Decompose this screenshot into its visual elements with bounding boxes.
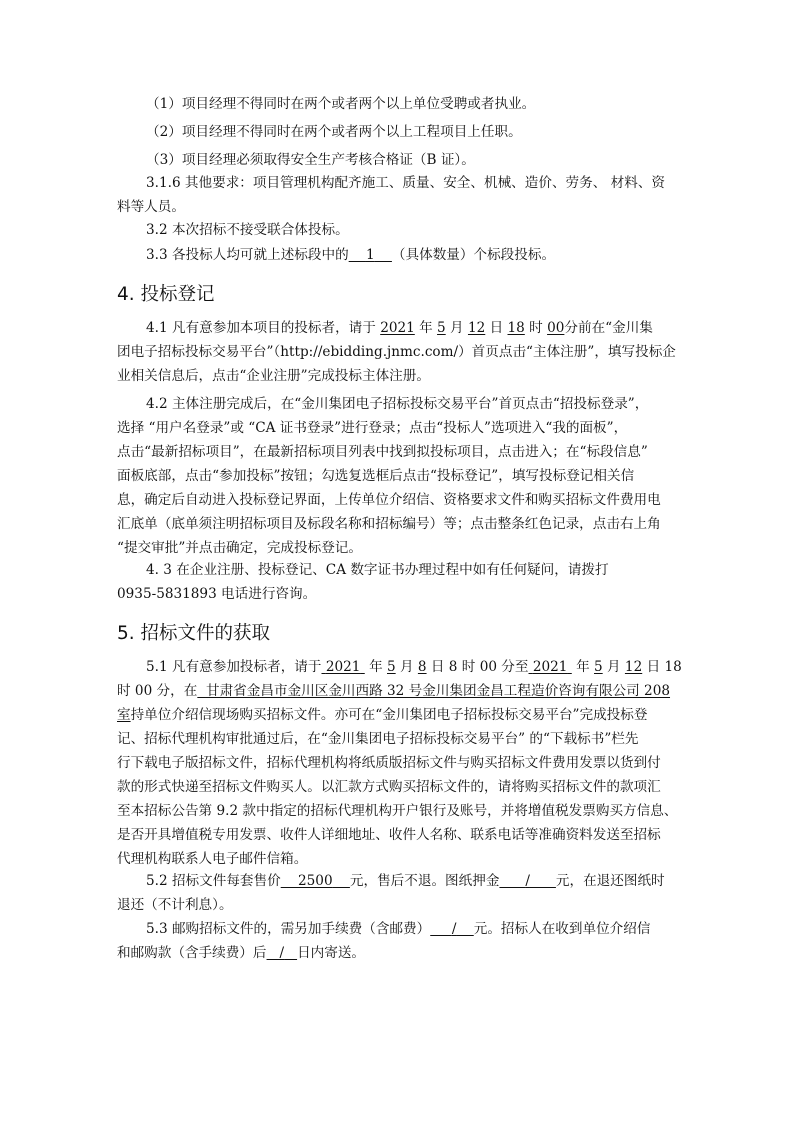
sale-address: 甘肃省金昌市金川区金川西路 32 号金川集团金昌工程造价咨询有限公司 208 bbox=[205, 683, 671, 699]
clause-3-1-6: 3.1.6 其他要求：项目管理机构配齐施工、质量、安全、机械、造价、劳务、 材料、资 bbox=[146, 175, 666, 191]
clause-5-1-line-4: 记、招标代理机构审批通过后，在“金川集团电子招标投标交易平台” 的“下载标书”栏先 bbox=[117, 731, 639, 747]
mail-fee: / bbox=[451, 921, 457, 937]
clause-4-3-line-1: 4. 3 在企业注册、投标登记、CA 数字证书办理过程中如有任何疑问，请拨打 bbox=[146, 562, 609, 578]
sale-end-day: 12 bbox=[624, 659, 643, 675]
clause-5-1-line-6: 款的形式快递至招标文件购买人。以汇款方式购买招标文件的，请将购买招标文件的款项汇 bbox=[117, 779, 661, 795]
clause-4-1-line-1: 4.1 凡有意参加本项目的投标者，请于 2021 年 5 月 12 日 18 时 00分前在“金川集 bbox=[146, 320, 653, 336]
clause-5-3-line-1: 5.3 邮购招标文件的，需另加手续费（含邮费） / 元。招标人在收到单位介绍信 bbox=[146, 921, 651, 937]
clause-4-2-line-3: 点击“最新招标项目”，在最新招标项目列表中找到拟投标项目，点击进入；在“标段信息” bbox=[117, 444, 648, 460]
clause-4-1-line-3: 业相关信息后，点击“企业注册”完成投标主体注册。 bbox=[117, 368, 430, 384]
clause-3-3 bbox=[146, 245, 555, 265]
clause-4-2-line-1: 4.2 主体注册完成后，在“金川集团电子招标投标交易平台”首页点击“招投标登录”， bbox=[146, 396, 649, 412]
clause-5-1-line-7: 至本招标公告第 9.2 款中指定的招标代理机构开户银行及账号，并将增值税发票购买方信息、 bbox=[117, 803, 678, 819]
sale-address-room: 室 bbox=[117, 707, 131, 723]
clause-5-1-line-5: 行下载电子版招标文件，招标代理机构将纸质版招标文件与购买招标文件费用发票以货到付 bbox=[117, 755, 661, 771]
manager-requirement-2: （2）项目经理不得同时在两个或者两个以上工程项目上任职。 bbox=[146, 124, 522, 140]
drawing-deposit: / bbox=[525, 873, 530, 889]
lot-count: 1 bbox=[365, 247, 375, 263]
deadline-month: 5 bbox=[437, 320, 446, 336]
clause-5-1-line-2: 时 00 分，在 甘肃省金昌市金川区金川西路 32 号金川集团金昌工程造价咨询有限公司 208 bbox=[117, 683, 671, 699]
clause-5-2-line-1: 5.2 招标文件每套售价 2500 元，售后不退。图纸押金 / 元，在退还图纸时 bbox=[146, 873, 665, 889]
clause-5-1-line-9: 代理机构联系人电子邮件信箱。 bbox=[117, 851, 308, 867]
deadline-year: 2021 bbox=[380, 320, 415, 336]
clause-3-3-prefix: 3.3 各投标人均可就上述标段中的 bbox=[146, 247, 349, 263]
clause-4-2-line-2: 选择 “用户名登录”或 “CA 证书登录”进行登录；点击“投标人”选项进入“我的面板”， bbox=[117, 420, 628, 436]
clause-4-2-line-5: 息，确定后自动进入投标登记界面，上传单位介绍信、资格要求文件和购买招标文件费用电 bbox=[117, 492, 661, 508]
sale-start-day: 8 bbox=[417, 659, 427, 675]
clause-4-2-line-4: 面板底部，点击“参加投标”按钮；勾选复选框后点击“投标登记”，填写投标登记相关信 bbox=[117, 468, 635, 484]
clause-5-1-line-1: 5.1 凡有意参加投标者，请于 2021 年 5 月 8 日 8 时 00 分至 2021 年 5 月 12 日 18 bbox=[146, 659, 682, 675]
section-5-heading: 5. 招标文件的获取 bbox=[117, 623, 271, 644]
clause-5-3-line-2: 和邮购款（含手续费）后 / 日内寄送。 bbox=[117, 945, 366, 961]
deadline-day: 12 bbox=[467, 320, 486, 336]
manager-requirement-3: （3）项目经理必须取得安全生产考核合格证（B 证）。 bbox=[146, 152, 475, 168]
deadline-minute: 00 bbox=[547, 320, 565, 336]
clause-5-1-line-8: 是否开具增值税专用发票、收件人详细地址、收件人名称、联系电话等准确资料发送至招标 bbox=[117, 827, 661, 843]
sale-end-year: 2021 bbox=[532, 659, 568, 675]
clause-3-1-6-tail: 料等人员。 bbox=[117, 199, 185, 215]
sale-start-year: 2021 bbox=[325, 659, 361, 675]
clause-4-2-line-7: “提交审批”并点击确定，完成投标登记。 bbox=[117, 540, 362, 556]
clause-5-1-line-3: 室持单位介绍信现场购买招标文件。亦可在“金川集团电子招标投标交易平台”完成投标登 bbox=[117, 707, 648, 723]
clause-4-1-line-2: 团电子招标投标交易平台”（http://ebidding.jnmc.com/）首页点击“主体注册”，填写投标企 bbox=[117, 344, 676, 360]
clause-3-3-suffix: （具体数量）个标段投标。 bbox=[391, 247, 556, 263]
document-price: 2500 bbox=[298, 873, 333, 889]
section-4-heading: 4. 投标登记 bbox=[117, 284, 215, 305]
clause-5-2-line-2: 退还（不计利息）。 bbox=[117, 897, 233, 913]
clause-3-2: 3.2 本次招标不接受联合体投标。 bbox=[146, 222, 349, 238]
sale-end-month: 5 bbox=[594, 659, 603, 675]
mail-days: / bbox=[279, 945, 285, 961]
manager-requirement-1: （1）项目经理不得同时在两个或者两个以上单位受聘或者执业。 bbox=[146, 96, 536, 112]
clause-4-3-line-2: 0935-5831893 电话进行咨询。 bbox=[117, 586, 317, 602]
clause-4-2-line-6: 汇底单（底单须注明招标项目及标段名称和招标编号）等；点击整条红色记录，点击右上角 bbox=[117, 516, 661, 532]
sale-start-month: 5 bbox=[387, 659, 396, 675]
deadline-hour: 18 bbox=[507, 320, 525, 336]
